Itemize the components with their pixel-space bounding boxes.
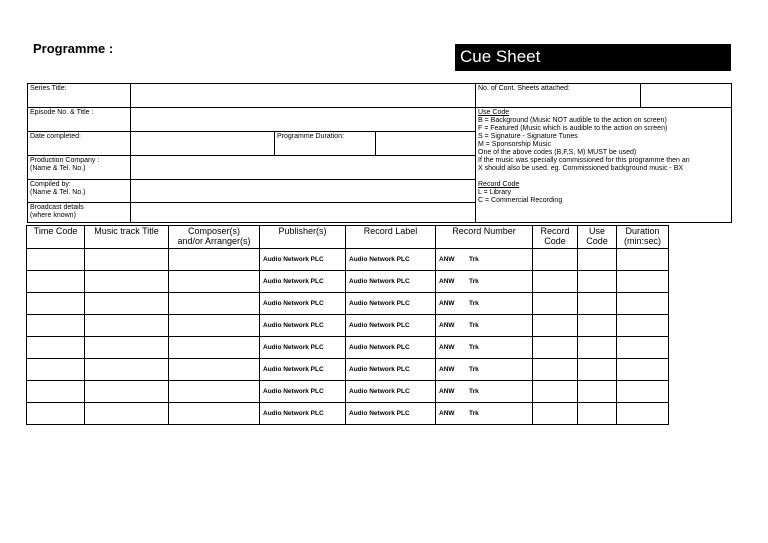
record-trk: Trk xyxy=(469,366,479,373)
programme-label: Programme : xyxy=(33,41,114,56)
cont-sheets-label: No. of Cont. Sheets attached: xyxy=(475,83,641,108)
use-code-cell[interactable] xyxy=(578,381,617,403)
record-trk: Trk xyxy=(469,344,479,351)
record-trk: Trk xyxy=(469,256,479,263)
publisher-cell[interactable]: Audio Network PLC xyxy=(260,271,346,293)
episode-label: Episode No. & Title : xyxy=(27,107,131,132)
time-code-cell[interactable] xyxy=(27,271,85,293)
music-track-title-cell[interactable] xyxy=(85,359,169,381)
record-number-cell[interactable] xyxy=(436,359,533,381)
col-duration-line2: (min:sec) xyxy=(623,236,661,246)
publisher-cell[interactable]: Audio Network PLC xyxy=(260,337,346,359)
col-record-code-line1: Record xyxy=(540,226,570,236)
cue-sheet-title: Cue Sheet xyxy=(455,44,731,71)
music-track-title-cell[interactable] xyxy=(85,315,169,337)
time-code-cell[interactable] xyxy=(27,381,85,403)
table-row xyxy=(27,315,669,337)
time-code-cell[interactable] xyxy=(27,293,85,315)
publisher-cell[interactable]: Audio Network PLC xyxy=(260,315,346,337)
episode-field[interactable] xyxy=(130,107,476,132)
date-completed-field[interactable] xyxy=(130,131,275,156)
music-track-title-cell[interactable] xyxy=(85,249,169,271)
record-number-cell[interactable] xyxy=(436,403,533,425)
use-code-line: X should also be used. eg. Commissioned background music - BX xyxy=(478,165,684,172)
col-use-code-line2: Code xyxy=(586,236,608,246)
col-composer xyxy=(169,226,260,249)
time-code-cell[interactable] xyxy=(27,315,85,337)
col-use-code xyxy=(578,226,617,249)
use-code-line: S = Signature - Signature Tunes xyxy=(478,133,578,140)
use-code-line: F = Featured (Music which is audible to the action on screen) xyxy=(478,125,668,132)
record-label-cell[interactable]: Audio Network PLC xyxy=(346,315,436,337)
record-code-heading: Record Code xyxy=(478,181,520,188)
record-code-cell[interactable] xyxy=(533,249,578,271)
duration-cell[interactable] xyxy=(617,293,669,315)
composer-cell[interactable] xyxy=(169,381,260,403)
record-trk: Trk xyxy=(469,410,479,417)
record-prefix: ANW xyxy=(439,388,455,395)
col-publisher: Publisher(s) xyxy=(260,226,346,249)
record-prefix: ANW xyxy=(439,278,455,285)
music-track-title-cell[interactable] xyxy=(85,271,169,293)
composer-cell[interactable] xyxy=(169,403,260,425)
record-code-line: C = Commercial Recording xyxy=(478,197,563,204)
record-label-cell[interactable]: Audio Network PLC xyxy=(346,337,436,359)
record-code-cell[interactable] xyxy=(533,293,578,315)
record-trk: Trk xyxy=(469,388,479,395)
table-row xyxy=(27,381,669,403)
record-trk: Trk xyxy=(469,278,479,285)
record-label-cell[interactable]: Audio Network PLC xyxy=(346,293,436,315)
duration-cell[interactable] xyxy=(617,315,669,337)
time-code-cell[interactable] xyxy=(27,249,85,271)
production-company-field[interactable] xyxy=(130,155,476,180)
record-number-cell[interactable] xyxy=(436,249,533,271)
use-code-line: One of the above codes (B,F,S, M) MUST be used) xyxy=(478,149,637,156)
record-label-cell[interactable]: Audio Network PLC xyxy=(346,271,436,293)
broadcast-label-line2: (where known) xyxy=(30,212,76,219)
publisher-cell[interactable]: Audio Network PLC xyxy=(260,249,346,271)
record-code-cell[interactable] xyxy=(533,403,578,425)
compiled-by-label-line2: (Name & Tel. No.) xyxy=(30,189,86,196)
use-code-line: B = Background (Music NOT audible to the action on screen) xyxy=(478,117,667,124)
record-prefix: ANW xyxy=(439,322,455,329)
duration-cell[interactable] xyxy=(617,337,669,359)
table-row xyxy=(27,403,669,425)
duration-cell[interactable] xyxy=(617,271,669,293)
table-row xyxy=(27,271,669,293)
programme-duration-field[interactable] xyxy=(375,131,476,156)
cue-table xyxy=(26,225,669,425)
cont-sheets-field[interactable] xyxy=(640,83,732,108)
composer-cell[interactable] xyxy=(169,315,260,337)
codes-legend xyxy=(475,107,732,223)
record-code-cell[interactable] xyxy=(533,271,578,293)
production-company-label-line1: Production Company : xyxy=(30,157,100,164)
composer-cell[interactable] xyxy=(169,293,260,315)
time-code-cell[interactable] xyxy=(27,337,85,359)
col-record-number: Record Number xyxy=(436,226,533,249)
record-code-line: L = Library xyxy=(478,189,512,196)
duration-cell[interactable] xyxy=(617,359,669,381)
composer-cell[interactable] xyxy=(169,337,260,359)
broadcast-label-line1: Broadcast details xyxy=(30,204,84,211)
record-prefix: ANW xyxy=(439,366,455,373)
col-composer-line2: and/or Arranger(s) xyxy=(177,236,251,246)
use-code-cell[interactable] xyxy=(578,315,617,337)
table-row xyxy=(27,293,669,315)
table-row xyxy=(27,249,669,271)
col-record-code-line2: Code xyxy=(544,236,566,246)
col-use-code-line1: Use xyxy=(588,226,605,236)
series-title-label: Series Title: xyxy=(27,83,131,108)
series-title-field[interactable] xyxy=(130,83,476,108)
record-code-cell[interactable] xyxy=(533,337,578,359)
composer-cell[interactable] xyxy=(169,249,260,271)
table-header-row xyxy=(27,226,669,249)
record-trk: Trk xyxy=(469,322,479,329)
publisher-cell[interactable]: Audio Network PLC xyxy=(260,359,346,381)
col-duration-line1: Duration xyxy=(625,226,660,236)
col-music-track-title: Music track Title xyxy=(85,226,169,249)
record-number-cell[interactable] xyxy=(436,337,533,359)
record-prefix: ANW xyxy=(439,344,455,351)
music-track-title-cell[interactable] xyxy=(85,381,169,403)
record-code-cell[interactable] xyxy=(533,359,578,381)
col-record-label: Record Label xyxy=(346,226,436,249)
duration-cell[interactable] xyxy=(617,381,669,403)
publisher-cell[interactable]: Audio Network PLC xyxy=(260,403,346,425)
col-time-code: Time Code xyxy=(27,226,85,249)
broadcast-label xyxy=(27,202,131,223)
record-code-cell[interactable] xyxy=(533,381,578,403)
composer-cell[interactable] xyxy=(169,271,260,293)
record-prefix: ANW xyxy=(439,256,455,263)
record-label-cell[interactable]: Audio Network PLC xyxy=(346,381,436,403)
music-track-title-cell[interactable] xyxy=(85,403,169,425)
time-code-cell[interactable] xyxy=(27,403,85,425)
record-label-cell[interactable]: Audio Network PLC xyxy=(346,403,436,425)
col-duration xyxy=(617,226,669,249)
date-completed-label: Date completed: xyxy=(27,131,131,156)
use-code-cell[interactable] xyxy=(578,293,617,315)
broadcast-field[interactable] xyxy=(130,202,476,223)
record-code-cell[interactable] xyxy=(533,315,578,337)
use-code-cell[interactable] xyxy=(578,403,617,425)
production-company-label-line2: (Name & Tel. No.) xyxy=(30,165,86,172)
programme-duration-label: Programme Duration: xyxy=(274,131,376,156)
duration-cell[interactable] xyxy=(617,249,669,271)
record-label-cell[interactable]: Audio Network PLC xyxy=(346,249,436,271)
record-number-cell[interactable] xyxy=(436,293,533,315)
use-code-line: M = Sponsorship Music xyxy=(478,141,551,148)
use-code-line: If the music was specially commissioned for this programme then an xyxy=(478,157,690,164)
compiled-by-label-line1: Compiled by: xyxy=(30,181,71,188)
record-number-cell[interactable] xyxy=(436,381,533,403)
publisher-cell[interactable]: Audio Network PLC xyxy=(260,293,346,315)
use-code-cell[interactable] xyxy=(578,359,617,381)
table-row xyxy=(27,359,669,381)
production-company-label xyxy=(27,155,131,180)
record-label-cell[interactable]: Audio Network PLC xyxy=(346,359,436,381)
time-code-cell[interactable] xyxy=(27,359,85,381)
compiled-by-field[interactable] xyxy=(130,179,476,203)
col-record-code xyxy=(533,226,578,249)
record-number-cell[interactable] xyxy=(436,315,533,337)
record-prefix: ANW xyxy=(439,300,455,307)
record-prefix: ANW xyxy=(439,410,455,417)
publisher-cell[interactable]: Audio Network PLC xyxy=(260,381,346,403)
use-code-cell[interactable] xyxy=(578,337,617,359)
use-code-heading: Use Code xyxy=(478,109,510,116)
record-trk: Trk xyxy=(469,300,479,307)
record-number-cell[interactable] xyxy=(436,271,533,293)
composer-cell[interactable] xyxy=(169,359,260,381)
music-track-title-cell[interactable] xyxy=(85,293,169,315)
col-composer-line1: Composer(s) xyxy=(187,226,240,236)
use-code-cell[interactable] xyxy=(578,271,617,293)
table-row xyxy=(27,337,669,359)
use-code-cell[interactable] xyxy=(578,249,617,271)
music-track-title-cell[interactable] xyxy=(85,337,169,359)
duration-cell[interactable] xyxy=(617,403,669,425)
compiled-by-label xyxy=(27,179,131,203)
